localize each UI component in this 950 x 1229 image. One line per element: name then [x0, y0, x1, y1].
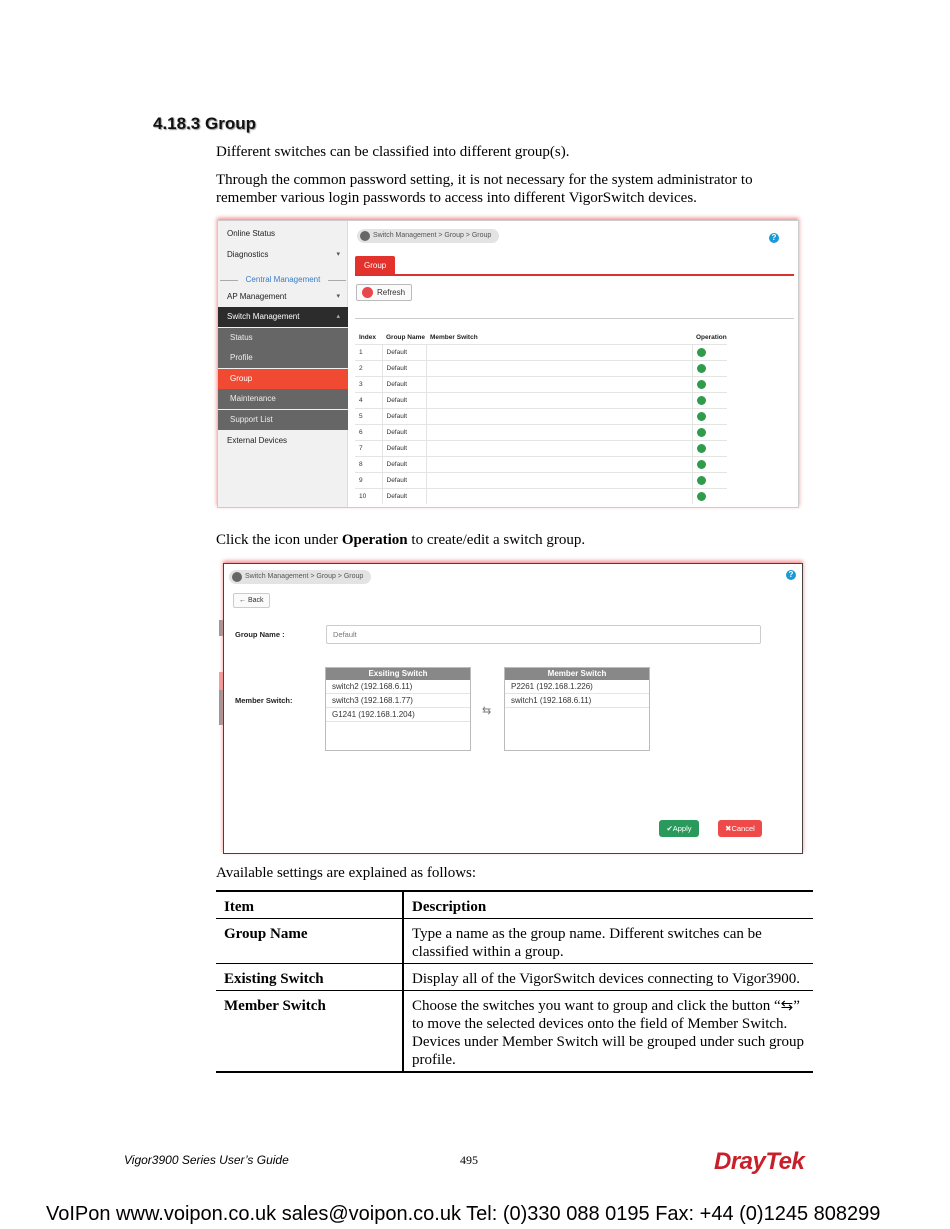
cell-item: Member Switch — [216, 991, 403, 1073]
column-header-item: Item — [216, 891, 403, 919]
cell-description: Display all of the VigorSwitch devices connecting to Vigor3900. — [412, 971, 800, 987]
cell-operation — [692, 472, 727, 488]
cell-index: 10 — [355, 488, 382, 504]
column-header-description: Description — [412, 899, 487, 915]
intro-paragraph-2: Through the common password setting, it is not necessary for the system administrator to remember various login passwords to access into different VigorSwitch devices. — [216, 172, 753, 206]
instruction-part: to create/edit a switch group. — [407, 532, 586, 548]
table-row — [355, 472, 727, 488]
sidebar-item-support-list[interactable]: Support List — [218, 410, 348, 430]
cancel-button[interactable]: ✖Cancel — [718, 820, 762, 837]
cell-member-switch — [426, 440, 692, 456]
cell-group-name: Default — [382, 392, 426, 408]
cell-group-name: Default — [382, 456, 426, 472]
location-pin-icon — [232, 572, 242, 582]
edit-icon[interactable] — [697, 444, 706, 453]
cell-group-name: Default — [382, 488, 426, 504]
list-item[interactable]: switch1 (192.168.6.11) — [505, 694, 649, 708]
instruction-bold: Operation — [341, 532, 408, 548]
table-row — [355, 424, 727, 440]
refresh-button[interactable] — [356, 284, 412, 301]
sidebar-item-profile[interactable]: Profile — [218, 348, 348, 368]
refresh-icon — [362, 287, 373, 298]
table-row — [355, 360, 727, 376]
group-table — [355, 331, 727, 504]
cell-member-switch — [426, 376, 692, 392]
help-icon[interactable]: ? — [769, 233, 779, 243]
member-switch-label: Member Switch: — [235, 696, 293, 705]
breadcrumb-text: Switch Management > Group > Group — [245, 573, 364, 580]
tab-underline — [355, 274, 794, 276]
cell-operation — [692, 360, 727, 376]
section-heading: 4.18.3 Group — [153, 114, 256, 133]
cell-group-name: Default — [382, 440, 426, 456]
screenshot-group-list — [217, 220, 799, 508]
cell-operation — [692, 344, 727, 360]
cell-index: 3 — [355, 376, 382, 392]
sidebar-item-switch-management[interactable] — [218, 307, 348, 327]
cell-item: Existing Switch — [216, 964, 403, 991]
edit-icon[interactable] — [697, 412, 706, 421]
column-header-member-switch: Member Switch — [430, 333, 478, 341]
existing-switch-title: Exsiting Switch — [326, 668, 470, 680]
sidebar-item-ap-management[interactable] — [218, 287, 348, 307]
cell-operation — [692, 440, 727, 456]
chevron-down-icon: ▾ — [336, 251, 340, 258]
edit-icon[interactable] — [697, 348, 706, 357]
table-row — [355, 488, 727, 504]
edit-icon[interactable] — [697, 428, 706, 437]
sidebar — [218, 221, 348, 508]
edit-icon[interactable] — [697, 476, 706, 485]
list-item[interactable]: G1241 (192.168.1.204) — [326, 708, 470, 722]
cell-group-name: Default — [382, 376, 426, 392]
existing-switch-list[interactable] — [325, 667, 471, 751]
cell-operation — [692, 456, 727, 472]
cell-member-switch — [426, 488, 692, 504]
group-name-input[interactable]: Default — [326, 625, 761, 644]
cell-member-switch — [426, 344, 692, 360]
table-row — [355, 376, 727, 392]
table-row — [355, 440, 727, 456]
page-number: 495 — [460, 1153, 478, 1167]
edit-icon[interactable] — [697, 364, 706, 373]
chevron-up-icon: ▴ — [336, 313, 340, 320]
edit-icon[interactable] — [697, 380, 706, 389]
cell-member-switch — [426, 408, 692, 424]
table-row — [355, 392, 727, 408]
cell-group-name: Default — [382, 408, 426, 424]
sidebar-item-label: AP Management — [227, 292, 287, 301]
table-row — [216, 991, 813, 1073]
cell-group-name: Default — [382, 344, 426, 360]
sidebar-item-status[interactable]: Status — [218, 328, 348, 348]
divider — [355, 318, 794, 319]
cell-operation — [692, 424, 727, 440]
table-row — [355, 456, 727, 472]
table-row — [216, 964, 813, 991]
sidebar-item-group[interactable]: Group — [218, 369, 348, 389]
instruction-text — [216, 531, 806, 549]
column-header-group-name: Group Name — [386, 333, 426, 341]
sidebar-item-label: Switch Management — [227, 312, 300, 321]
apply-button[interactable]: ✔Apply — [659, 820, 699, 837]
edit-icon[interactable] — [697, 492, 706, 501]
cell-index: 2 — [355, 360, 382, 376]
cell-description: Choose the switches you want to group and click the button “⇆” to move the selected devices onto the field of Member Switch. Devices under Member Switch will be grouped under such group profile. — [412, 998, 804, 1068]
breadcrumb-text: Switch Management > Group > Group — [373, 232, 492, 239]
footer-guide-title: Vigor3900 Series User’s Guide — [124, 1153, 289, 1167]
cell-index: 4 — [355, 392, 382, 408]
instruction-part: Click the icon under — [216, 532, 342, 548]
cell-index: 7 — [355, 440, 382, 456]
screenshot-group-edit — [223, 563, 803, 854]
member-switch-list[interactable] — [504, 667, 650, 751]
cell-member-switch — [426, 456, 692, 472]
cell-index: 8 — [355, 456, 382, 472]
column-header-operation: Operation — [696, 333, 727, 341]
column-header-index: Index — [359, 333, 376, 341]
cell-member-switch — [426, 360, 692, 376]
cell-member-switch — [426, 472, 692, 488]
explain-intro: Available settings are explained as follows: — [216, 865, 477, 881]
member-switch-title: Member Switch — [505, 668, 649, 680]
cell-operation — [692, 488, 727, 504]
sidebar-item-label: Diagnostics — [227, 250, 269, 259]
cell-member-switch — [426, 424, 692, 440]
breadcrumb — [229, 570, 371, 584]
edit-icon[interactable] — [697, 460, 706, 469]
tab-group[interactable]: Group — [355, 256, 395, 275]
cell-index: 6 — [355, 424, 382, 440]
breadcrumb — [357, 229, 499, 243]
sidebar-item-maintenance[interactable]: Maintenance — [218, 389, 348, 409]
back-button[interactable]: ← Back — [233, 593, 270, 608]
list-item[interactable]: switch3 (192.168.1.77) — [326, 694, 470, 708]
location-pin-icon — [360, 231, 370, 241]
cell-group-name: Default — [382, 360, 426, 376]
table-row — [216, 919, 813, 964]
cell-group-name: Default — [382, 424, 426, 440]
chevron-down-icon: ▾ — [336, 293, 340, 300]
cell-item: Group Name — [216, 919, 403, 964]
refresh-label: Refresh — [377, 288, 406, 297]
edit-icon[interactable] — [697, 396, 706, 405]
sidebar-item-external-devices[interactable]: External Devices — [227, 436, 288, 445]
table-row — [355, 408, 727, 424]
cell-member-switch — [426, 392, 692, 408]
cell-operation — [692, 408, 727, 424]
cell-index: 9 — [355, 472, 382, 488]
cell-description: Type a name as the group name. Different switches can be classified within a group. — [412, 926, 762, 960]
cell-operation — [692, 392, 727, 408]
list-item[interactable]: switch2 (192.168.6.11) — [326, 680, 470, 694]
cell-index: 5 — [355, 408, 382, 424]
help-icon[interactable]: ? — [786, 570, 796, 580]
cell-operation — [692, 376, 727, 392]
sidebar-item-online-status[interactable]: Online Status — [227, 229, 276, 238]
settings-table — [216, 890, 813, 1073]
draytek-logo: DrayTek — [714, 1148, 805, 1175]
contact-banner: VoIPon www.voipon.co.uk sales@voipon.co.uk Tel: (0)330 088 0195 Fax: +44 (0)1245 808299 — [46, 1203, 881, 1225]
main-panel — [355, 221, 798, 508]
sidebar-item-diagnostics[interactable] — [218, 245, 348, 265]
cell-index: 1 — [355, 344, 382, 360]
table-row — [355, 344, 727, 360]
sidebar-group-central-management: Central Management — [218, 275, 348, 284]
group-name-label: Group Name : — [235, 630, 285, 639]
list-item[interactable]: P2261 (192.168.1.226) — [505, 680, 649, 694]
cell-group-name: Default — [382, 472, 426, 488]
swap-icon[interactable]: ⇆ — [482, 705, 492, 717]
intro-paragraph-1: Different switches can be classified into different group(s). — [216, 144, 570, 160]
